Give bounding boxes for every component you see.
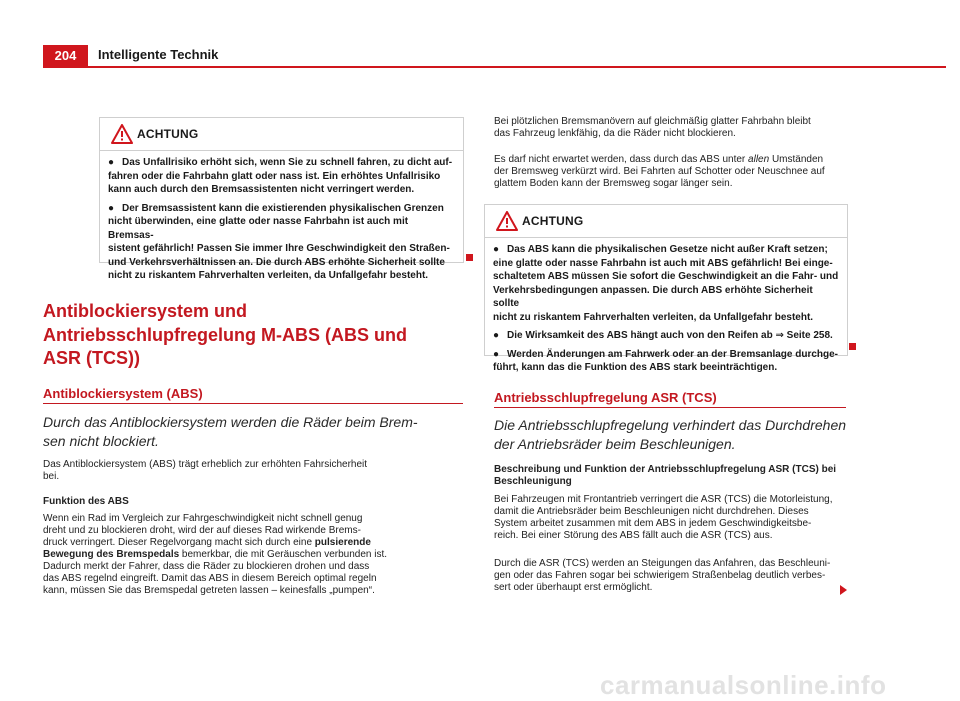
asr-heading-rule bbox=[494, 407, 846, 408]
warning-box-right bbox=[484, 204, 848, 373]
warning-item: ● Das ABS kann die physikalischen Gesetze nicht außer Kraft setzen; eine glatte oder nasse Fahrbahn ist auch mit ABS gefährlich! Bei einge- schaltetem ABS müssen Sie sofort die Geschwindigkeit an die Fahr- und Verkehrsbedingungen anpassen. Die durch ABS erhöhte Sicherheit sollte nicht zu riskantem Fahrverhalten verleiten, da Unfallgefahr besteht. bbox=[493, 244, 839, 323]
warning-header bbox=[100, 118, 463, 151]
right-paragraph-1: Bei plötzlichen Bremsmanövern auf gleichmäßig glatter Fahrbahn bleibt das Fahrzeug lenkfähig, da die Räder nicht blockieren. bbox=[494, 116, 811, 139]
asr-intro: Die Antriebsschlupfregelung verhindert das Durchdrehen der Antriebsräder beim Beschleunigen. bbox=[494, 417, 847, 452]
continue-arrow-icon bbox=[840, 585, 847, 595]
abs-heading-rule bbox=[43, 403, 463, 404]
warning-body bbox=[485, 238, 847, 380]
abs-paragraph-1: Das Antiblockiersystem (ABS) trägt erheblich zur erhöhten Fahrsicherheit bei. bbox=[43, 459, 368, 482]
warning-item: ● Das Unfallrisiko erhöht sich, wenn Sie zu schnell fahren, zu dicht auf- fahren oder die Fahrbahn glatt oder nass ist. Ein erhöhtes Unfallrisiko kann auch durch den Bremsassistenten nicht verringert werden. bbox=[108, 157, 453, 195]
warning-title: ACHTUNG bbox=[522, 214, 584, 228]
asr-heading: Antriebsschlupfregelung ASR (TCS) bbox=[494, 390, 717, 405]
section-title: Antiblockiersystem und Antriebsschlupfregelung M-ABS (ABS und ASR (TCS)) bbox=[43, 301, 407, 368]
abs-paragraph-2: Wenn ein Rad im Vergleich zur Fahrgeschwindigkeit nicht schnell genug dreht und zu blockieren droht, wird der auf dieses Rad wirkende Brems- druck verringert. Dieser Regelvorgang macht sich durch eine pulsierende Bewegung des Bremspedals bemerkbar, die mit Geräuschen verbunden ist. Dadurch merkt der Fahrer, dass die Räder zu blockieren drohen und dass das ABS regelnd eingreift. Damit das ABS in diesem Bereich optimal regeln kann, müssen Sie das Bremspedal getreten lassen – keinesfalls „pumpen“. bbox=[43, 513, 388, 596]
warning-triangle-icon bbox=[111, 124, 133, 144]
abs-heading: Antiblockiersystem (ABS) bbox=[43, 386, 203, 401]
asr-sub-heading: Beschreibung und Funktion der Antriebsschlupfregelung ASR (TCS) bei Beschleunigung bbox=[494, 464, 837, 487]
warning-title: ACHTUNG bbox=[137, 127, 199, 141]
warning-body bbox=[100, 151, 463, 288]
warning-item: ● Der Bremsassistent kann die existierenden physikalischen Grenzen nicht überwinden, eine glatte oder nasse Fahrbahn ist auch mit Bremsas- sistent gefährlich! Passen Sie immer Ihre Geschwindigkeit den Straßen- und Verkehrsverhältnissen an. Die durch ABS erhöhte Sicherheit sollte nicht zu riskantem Fahrverhalten verleiten, da Unfallgefahr besteht. bbox=[108, 202, 450, 281]
page-reference-link[interactable]: ⇒ Seite 258. bbox=[775, 330, 833, 341]
abs-funktion-heading: Funktion des ABS bbox=[43, 496, 129, 507]
warning-item: ● Die Wirksamkeit des ABS hängt auch von den Reifen ab ⇒ Seite 258. bbox=[493, 330, 833, 341]
warning-box-left bbox=[99, 117, 464, 281]
asr-paragraph-2: Durch die ASR (TCS) werden an Steigungen das Anfahren, das Beschleuni- gen oder das Fahren sogar bei schwierigem Straßenbelag deutlich verbes- sert oder überhaupt erst ermöglicht. bbox=[494, 558, 831, 593]
warning-triangle-icon bbox=[496, 211, 518, 231]
asr-paragraph-1: Bei Fahrzeugen mit Frontantrieb verringert die ASR (TCS) die Motorleistung, damit die Antriebsräder beim Beschleunigen nicht durchdrehen. Dieses System arbeitet zusammen mit dem ABS in jedem Geschwindigkeitsbe- reich. Bei einer Störung des ABS fällt auch die ASR (TCS) aus. bbox=[494, 494, 833, 541]
page-number: 204 bbox=[43, 45, 88, 67]
header-rule bbox=[43, 66, 946, 68]
right-paragraph-2: Es darf nicht erwartet werden, dass durch das ABS unter allen Umständen der Bremsweg verkürzt wird. Bei Fahrten auf Schotter oder Neuschnee auf glattem Boden kann der Bremsweg sogar länger sein. bbox=[494, 154, 825, 189]
end-marker-square-icon bbox=[849, 343, 856, 350]
end-marker-square-icon bbox=[466, 254, 473, 261]
running-header-title: Intelligente Technik bbox=[98, 47, 219, 62]
watermark: carmanualsonline.info bbox=[600, 670, 887, 700]
warning-item: ● Werden Änderungen am Fahrwerk oder an der Bremsanlage durchge- führt, kann das die Funktion des ABS stark beeinträchtigen. bbox=[493, 348, 839, 373]
warning-header bbox=[485, 205, 847, 238]
abs-intro: Durch das Antiblockiersystem werden die Räder beim Brem- sen nicht blockiert. bbox=[43, 414, 418, 449]
